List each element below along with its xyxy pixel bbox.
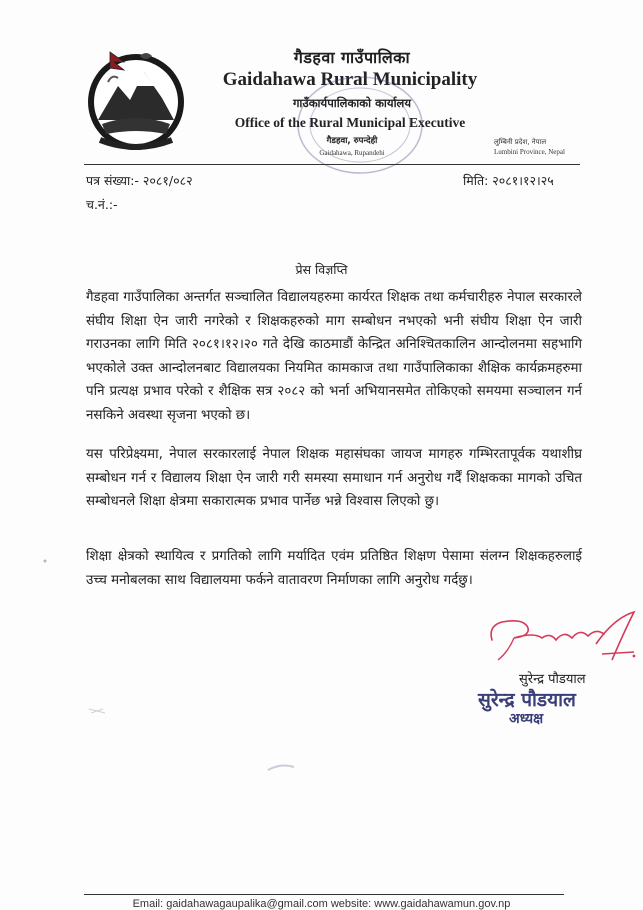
province-en: Lumbini Province, Nepal: [494, 148, 565, 156]
footer-divider: [84, 894, 564, 895]
handwritten-signature: [484, 608, 643, 670]
scan-smudge: [266, 761, 296, 775]
body-paragraph-2: यस परिप्रेक्ष्यमा, नेपाल सरकारलाई नेपाल शिक्षक महासंघका जायज मागहरु गम्भिरतापूर्वक यथाशीघ्र सम्बोधन गर्न र विद्यालय शिक्षा ऐन जारी गरी समस्या समाधान गर्न अनुरोध गर्दैं शिक्षकका मागको उचित सम्बोधनले शिक्षा क्षेत्रमा सकारात्मक प्रभाव पार्नेछ भन्ने विश्वास लिएको छु।: [86, 447, 582, 510]
footer-contact: Email: gaidahawagaupalika@gmail.com website: www.gaidahawamun.gov.np: [132, 898, 511, 910]
letter-date: मिति: २०८१।१२।२५: [463, 173, 554, 188]
scan-smudge: [40, 556, 50, 566]
dispatch-number: च.नं.:-: [86, 197, 118, 212]
province-np: लुम्बिनी प्रदेश, नेपाल: [494, 138, 547, 146]
reference-number: पत्र संख्या:- २०८१/०८२: [86, 173, 193, 188]
signatory-name: सुरेन्द्र पौडयाल: [519, 672, 586, 687]
body-paragraph-3: शिक्षा क्षेत्रको स्थायित्व र प्रगतिको लागि मर्यादित एवंम प्रतिष्ठित शिक्षण पेसामा संलग्न शिक्षकहरुलाई उच्च मनोबलका साथ विद्यालयमा फर्कने वातावरण निर्माणका लागि अनुरोध गर्दछु।: [86, 549, 582, 588]
municipality-name-np: गैडहवा गाउँपालिका: [293, 48, 411, 67]
office-name-np: गाउँकार्यपालिकाको कार्यालय: [292, 96, 412, 110]
signatory-stamp-name: सुरेन्द्र पौडयाल: [478, 689, 576, 711]
office-name-en: Office of the Rural Municipal Executive: [234, 115, 466, 130]
body-paragraph-1: गैडहवा गाउँपालिका अन्तर्गत सञ्चालित विद्यालयहरुमा कार्यरत शिक्षक तथा कर्मचारीहरु नेपाल सरकारले संघीय शिक्षा ऐन जारी नगरेको र शिक्षकहरुको माग सम्बोधन नभएको भनी संघीय शिक्षा ऐन जारी गराउनका लागि मिति २०८१।१२।२० गते देखि काठमाडौं केन्द्रित अनिश्चितकालिन आन्दोलनमा सहभागि भएकोले उक्त आन्दोलनबाट विद्यालयका नियमित कामकाज तथा गाउँपालिकाका शैक्षिक कार्यक्रमहरुमा पनि प्रत्यक्ष प्रभाव परेको र शैक्षिक सत्र २०८२ को भर्ना अभियानसमेत तोकिएको समयमा सञ्चालन गर्न नसकिने अवस्था सृजना भएको छ।: [86, 290, 582, 423]
nepal-emblem-icon: [80, 42, 192, 154]
address-en: Gaidahawa, Rupandehi: [319, 149, 385, 157]
address-np: गैडहवा, रुपन्देही: [326, 136, 378, 146]
scan-smudge: [88, 706, 106, 716]
header-divider: [84, 164, 580, 165]
municipality-name-en: Gaidahawa Rural Municipality: [222, 69, 478, 90]
document-title: प्रेस विज्ञप्ति: [295, 262, 348, 277]
signatory-stamp-title: अध्यक्ष: [509, 711, 544, 727]
